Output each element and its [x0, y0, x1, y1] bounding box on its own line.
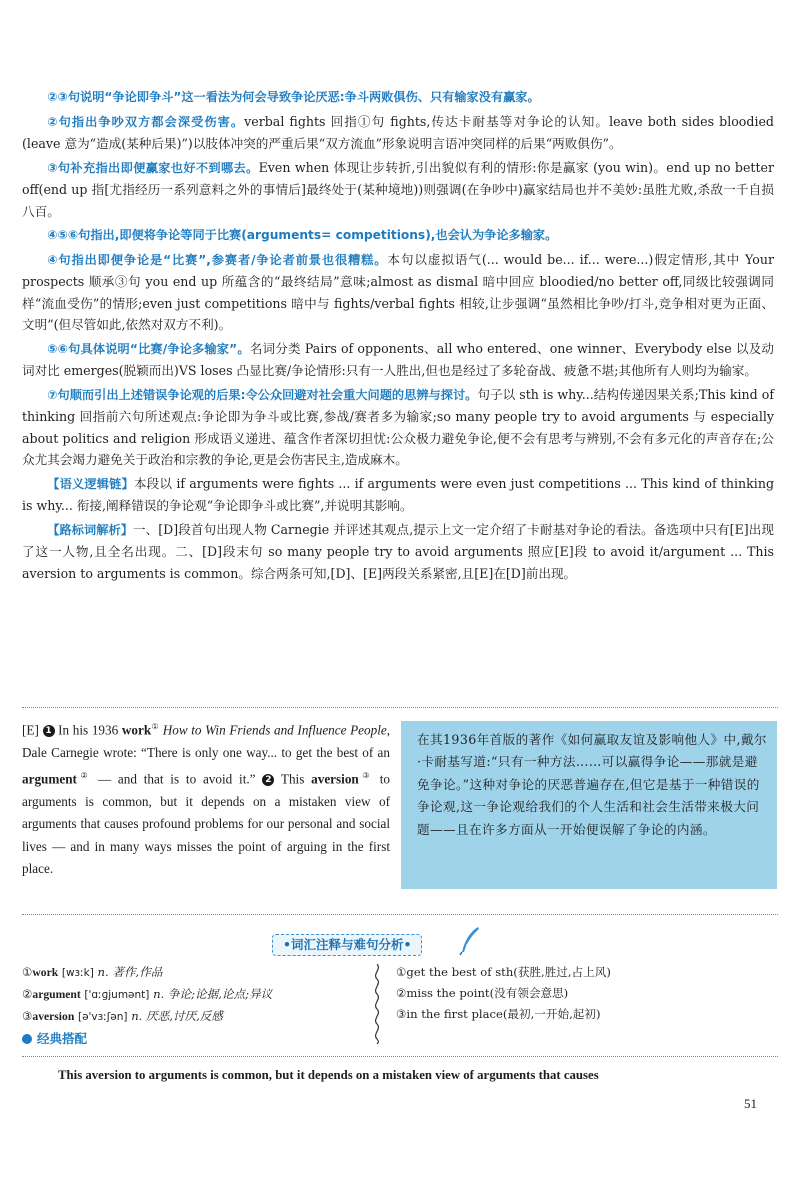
analysis-text: Even when 体现让步转折,引出貌似有利的情形:你是赢家 (you win)。end up no better off(end up 指[尤指经历一系列意料之外的事情后]最终处于(某种境地))则强调(在争吵中)赢家结局也并不美妙:虽胜尤败,杀敌一千自损八百。	[22, 159, 774, 219]
dotted-divider	[22, 707, 778, 708]
paragraph-marker: [E]	[22, 722, 39, 738]
vocab-word-work: work	[121, 722, 152, 738]
passage-paragraph	[22, 716, 390, 881]
bullet-icon	[22, 1034, 32, 1044]
vocab-number: ①	[22, 965, 33, 979]
quill-pen-icon	[458, 926, 482, 956]
vocab-item	[22, 984, 370, 1006]
vocab-phonetic: [wɜːk]	[61, 967, 94, 979]
passage-text: to arguments is common, but it depends on a mistaken view of arguments that causes profound problems for our personal and social lives — and in many ways misses the point of arguing in the first place.	[22, 770, 390, 877]
vocab-number: ③	[22, 1009, 33, 1023]
vocab-list	[22, 962, 370, 1028]
passage-text: This	[280, 770, 305, 786]
vocab-word-argument: argument	[22, 770, 77, 786]
logic-chain-tag: 【语义逻辑链】	[47, 476, 134, 491]
analysis-paragraph	[22, 384, 774, 471]
passage-text: In his 1936	[58, 722, 119, 738]
vocab-phonetic: ['ɑːɡjumənt]	[84, 989, 150, 1001]
highlight-sentence: ④句指出即便争论是“比赛”,参赛者/争论者前景也很糟糕。	[47, 252, 388, 267]
phrase-item: ③in the first place(最初,一开始,起初)	[396, 1007, 601, 1021]
signpost-tag: 【路标词解析】	[47, 522, 133, 537]
analysis-paragraph	[22, 111, 774, 155]
phrase-item: ①get the best of sth(获胜,胜过,占上风)	[396, 965, 611, 979]
vocab-word-aversion: aversion	[311, 770, 359, 786]
footnote-marker: ②	[76, 770, 92, 780]
vocab-word: argument	[32, 988, 81, 1001]
analysis-paragraph	[22, 224, 774, 247]
reading-passage	[22, 716, 390, 881]
analysis-text: 一、[D]段首句出现人物 Carnegie 并评述其观点,提示上文一定介绍了卡耐基对争论的看法。备选项中只有[E]出现了这一人物,且全名出现。二、[D]段末句 so many people try to avoid arguments 照应[E]段 to avoid it/argument ... This aversion to arguments is common。综合两条可知,[D]、[E]两段关系紧密,且[E]在[D]前出现。	[22, 521, 775, 581]
passage-text: , Dale Carnegie wrote: “There is only one way... to get the best of an	[22, 722, 391, 760]
highlight-sentence: ④⑤⑥句指出,即便将争论等同于比赛(arguments= competitions),也会认为争论多输家。	[47, 228, 558, 242]
analysis-paragraph	[22, 338, 774, 382]
analysis-text: verbal fights 回指①句 fights,传达卡耐基等对争论的认知。leave both sides bloodied (leave 意为“造成(某种后果)”)以肢体冲突的严重后果“双方流血”形象说明言语冲突同样的后果“两败俱伤”。	[22, 113, 774, 151]
collocation-heading	[22, 1028, 87, 1048]
phrase-list	[396, 962, 776, 1025]
sentence-number-2: 2	[262, 774, 274, 786]
translation-box	[401, 721, 777, 889]
analysis-text: 本句以虚拟语气(... would be... if... were...)假定情形,其中 Your prospects 顺承③句 you end up 所蕴含的“最终结局”意味;almost as dismal 暗中回应 bloodied/no better off,同级比较强调同样“流血受伤”的情形;even just competitions 暗中与 fights/verbal fights 相较,让步强调“虽然相比争吵/打斗,竞争相对更为正面、文明”(但尽管如此,依然对双方不利)。	[22, 251, 774, 332]
footnote-marker: ③	[358, 770, 373, 780]
vocab-header-label: •词汇注释与难句分析•	[272, 934, 422, 956]
footnote-marker: ①	[151, 722, 160, 731]
analysis-text: 本段以 if arguments were fights ... if arguments were even just competitions ... This kind of thinking is why... 衔接,阐释错误的争论观“争论即争斗或比赛”,并说明其影响。	[22, 475, 774, 513]
page-number: 51	[744, 1096, 757, 1111]
sentence-number-1: 1	[43, 725, 55, 737]
vocab-word: aversion	[32, 1010, 75, 1023]
passage-text: — and that is to avoid it.”	[97, 770, 256, 786]
translation-text: 在其1936年首版的著作《如何赢取友谊及影响他人》中,戴尔·卡耐基写道:“只有一种方法……可以赢得争论——那就是避免争论。”这种对争论的厌恶普遍存在,但它是基于一种错误的争论观,这一争论观给我们的个人生活和社会生活带来极大问题——且在许多方面从一开始便误解了争论的内涵。	[417, 732, 767, 837]
vocab-section-header	[272, 932, 482, 958]
vocab-definition: n. 争论;论据,论点;异议	[153, 987, 273, 1001]
book-title: How to Win Friends and Influence People	[162, 722, 387, 738]
phrase-item: ②miss the point(没有领会意思)	[396, 986, 569, 1000]
highlight-sentence: ②③句说明“争论即争斗”这一看法为何会导致争论厌恶:争斗两败俱伤、只有输家没有赢家。	[47, 90, 540, 104]
collocation-label: 经典搭配	[37, 1031, 88, 1046]
vocab-word: work	[32, 966, 59, 979]
analysis-text: 名词分类 Pairs of opponents、all who entered、one winner、Everybody else 以及动词对比 emerges(脱颖而出)VS loses 凸显比赛/争论情形:只有一人胜出,但也是经过了多轮奋战、疲惫不堪;其他所有人则均为输家。	[22, 340, 774, 378]
highlight-sentence: ⑤⑥句具体说明“比赛/争论多输家”。	[47, 341, 250, 356]
vocab-definition: n. 著作,作品	[97, 965, 163, 979]
vocab-phonetic: [ə'vɜːʃən]	[77, 1011, 128, 1023]
difficult-sentence: This aversion to arguments is common, but it depends on a mistaken view of arguments that causes	[58, 1068, 599, 1082]
dotted-divider	[22, 914, 778, 915]
analysis-paragraph	[22, 157, 774, 223]
analysis-paragraph	[22, 249, 774, 336]
highlight-sentence: ②句指出争吵双方都会深受伤害。	[47, 114, 245, 129]
analysis-section	[22, 86, 774, 586]
highlight-sentence: ⑦句顺而引出上述错误争论观的后果:令公众回避对社会重大问题的思辨与探讨。	[47, 387, 478, 402]
vocab-item	[22, 1006, 370, 1028]
logic-chain-paragraph	[22, 473, 774, 517]
dotted-divider	[22, 1056, 778, 1057]
vocab-number: ②	[22, 987, 33, 1001]
spiral-divider-icon	[370, 964, 384, 1044]
analysis-text: 句子以 sth is why...结构传递因果关系;This kind of thinking 回指前六句所述观点:争论即为争斗或比赛,参战/赛者多为输家;so many people try to avoid arguments 与 especially about politics and religion 形成语义递进、蕴含作者深切担忧:公众极力避免争论,便不会有思考与辨别,不会有多元化的声音存在;公众尤其会竭力避免关于政治和宗教的争论,更是会伤害民主,造成麻木。	[22, 386, 774, 467]
signpost-paragraph	[22, 519, 774, 585]
highlight-sentence: ③句补充指出即便赢家也好不到哪去。	[47, 160, 259, 175]
vocab-definition: n. 厌恶,讨厌,反感	[131, 1009, 223, 1023]
vocab-item	[22, 962, 370, 984]
analysis-paragraph	[22, 86, 774, 109]
